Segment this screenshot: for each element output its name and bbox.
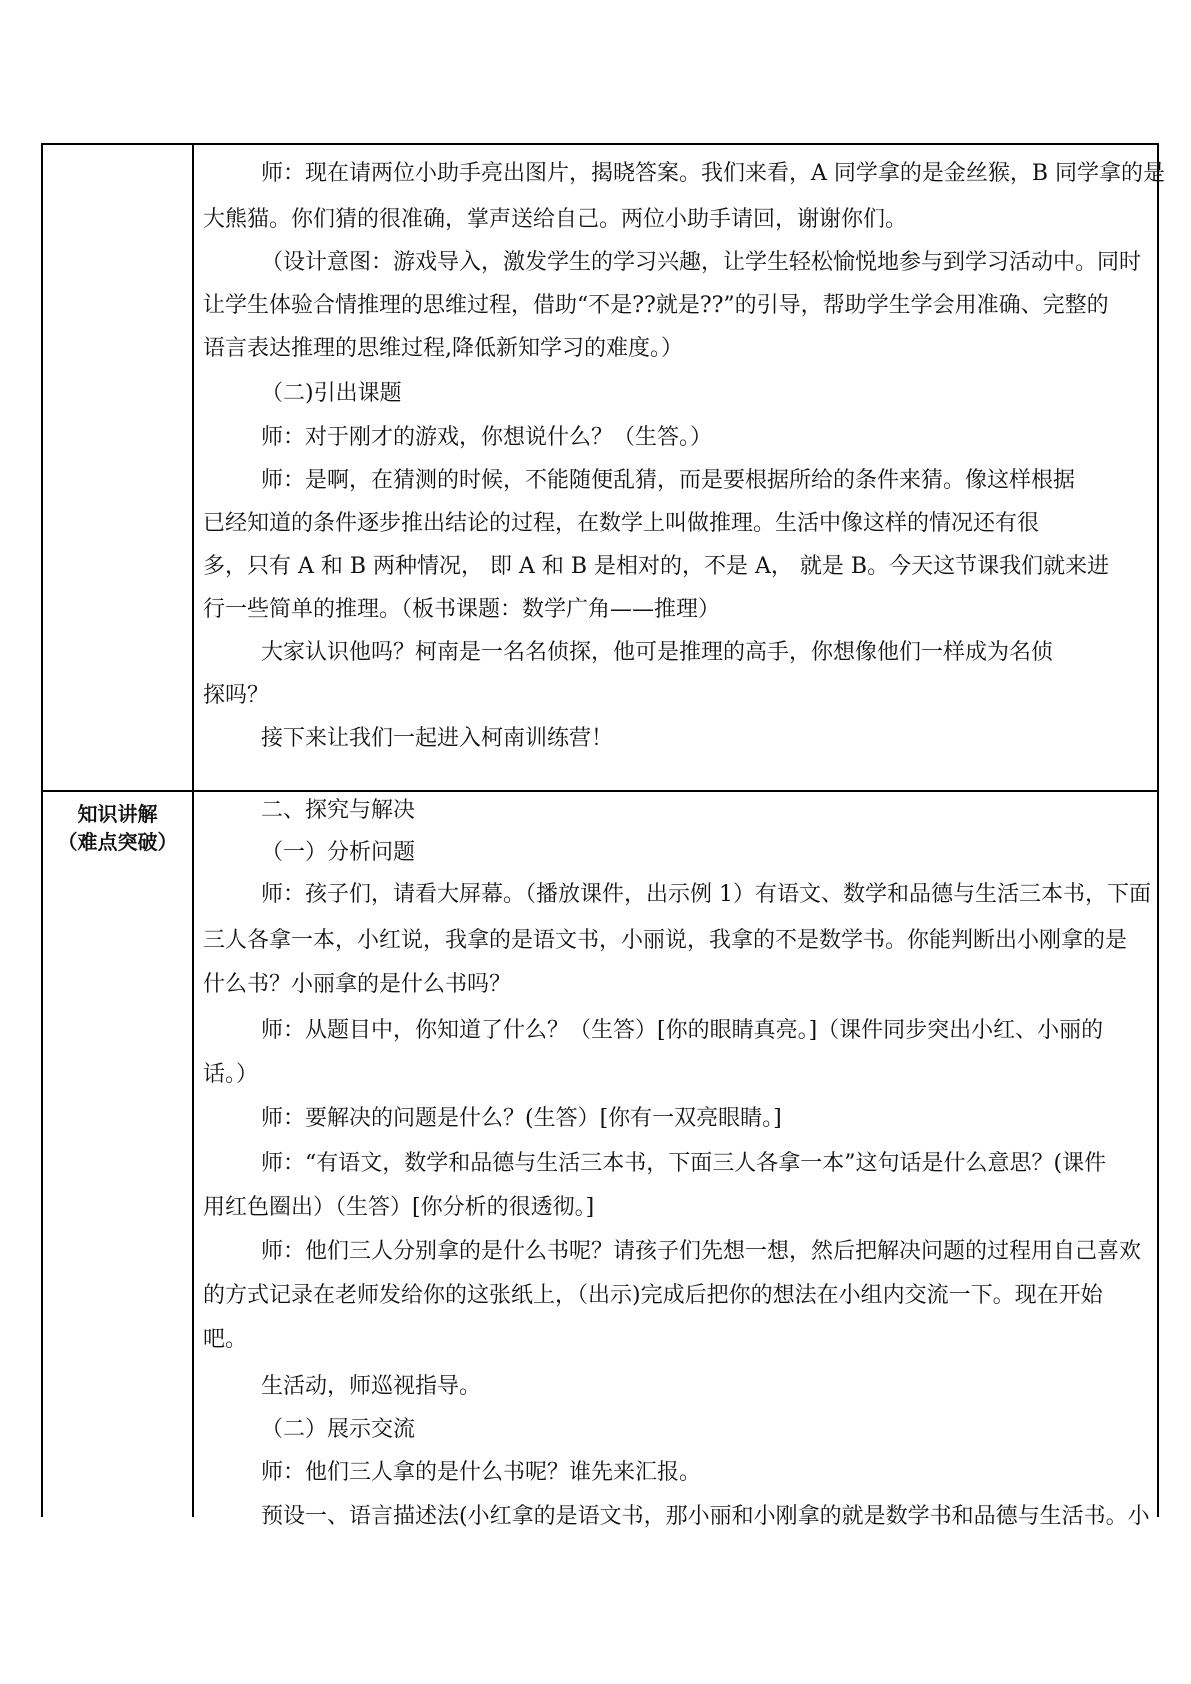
text-line: 探吗？ bbox=[203, 683, 270, 708]
text-line: 多，只有 A 和 B 两种情况， 即 A 和 B 是相对的，不是 A， 就是 B。今天这节课我们就来进 bbox=[203, 554, 1110, 579]
text-line: 用红色圈出）（生答）[你分析的很透彻。] bbox=[203, 1195, 595, 1220]
text-line: （设计意图：游戏导入，激发学生的学习兴趣，让学生轻松愉悦地参与到学习活动中。同时 bbox=[261, 250, 1142, 275]
text-line: 吧。 bbox=[203, 1327, 248, 1352]
text-line: 什么书？小丽拿的是什么书吗？ bbox=[203, 972, 512, 997]
text-line: 师：从题目中，你知道了什么？（生答）[你的眼睛真亮。]（课件同步突出小红、小丽的 bbox=[261, 1018, 1104, 1043]
text-line: 语言表达推理的思维过程,降低新知学习的难度。） bbox=[203, 336, 683, 361]
text-line: 大家认识他吗？柯南是一名名侦探，他可是推理的高手，你想像他们一样成为名侦 bbox=[261, 640, 1054, 665]
text-line: 话。） bbox=[203, 1062, 259, 1087]
column-divider bbox=[192, 143, 194, 1517]
text-line: 三人各拿一本，小红说，我拿的是语文书，小丽说，我拿的不是数学书。你能判断出小刚拿的是 bbox=[203, 928, 1128, 953]
text-line: （二）展示交流 bbox=[261, 1417, 416, 1442]
row-divider bbox=[41, 790, 1159, 792]
text-line: 师：现在请两位小助手亮出图片，揭晓答案。我们来看，A 同学拿的是金丝猴，B 同学拿的是 bbox=[261, 161, 1166, 186]
text-line: 师：孩子们，请看大屏幕。（播放课件，出示例 1）有语文、数学和品德与生活三本书，下面 bbox=[261, 882, 1151, 907]
text-line: 的方式记录在老师发给你的这张纸上，（出示)完成后把你的想法在小组内交流一下。现在开始 bbox=[203, 1283, 1103, 1308]
text-line: 生活动，师巡视指导。 bbox=[261, 1374, 482, 1399]
text-line: 行一些简单的推理。（板书课题：数学广角——推理） bbox=[203, 597, 721, 622]
text-line: 师：对于刚才的游戏，你想说什么？（生答。） bbox=[261, 425, 713, 450]
text-line: 接下来让我们一起进入柯南训练营！ bbox=[261, 726, 614, 751]
text-line: 让学生体验合情推理的思维过程，借助“不是??就是??”的引导，帮助学生学会用准确、完整的 bbox=[203, 293, 1109, 318]
section-label-line1: 知识讲解 bbox=[77, 802, 158, 826]
text-line: （二)引出课题 bbox=[261, 381, 402, 406]
text-line: 师：他们三人拿的是什么书呢？谁先来汇报。 bbox=[261, 1460, 702, 1485]
text-line: 二、探究与解决 bbox=[261, 798, 416, 823]
text-line: 师：要解决的问题是什么？(生答）[你有一双亮眼睛。] bbox=[261, 1106, 782, 1131]
text-line: 师：他们三人分别拿的是什么书呢？请孩子们先想一想，然后把解决问题的过程用自己喜欢 bbox=[261, 1239, 1142, 1264]
text-line: 师：“有语文，数学和品德与生活三本书，下面三人各拿一本”这句话是什么意思？(课件 bbox=[261, 1151, 1107, 1176]
text-line: 师：是啊，在猜测的时候，不能随便乱猜，而是要根据所给的条件来猜。像这样根据 bbox=[261, 468, 1076, 493]
text-line: 已经知道的条件逐步推出结论的过程，在数学上叫做推理。生活中像这样的情况还有很 bbox=[203, 511, 1040, 536]
section-label-line2: （难点突破） bbox=[57, 830, 178, 854]
text-line: 大熊猫。你们猜的很准确，掌声送给自己。两位小助手请回，谢谢你们。 bbox=[203, 207, 908, 232]
text-line: 预设一、语言描述法(小红拿的是语文书，那小丽和小刚拿的就是数学书和品德与生活书。小 bbox=[261, 1504, 1150, 1529]
text-line: （一）分析问题 bbox=[261, 840, 416, 865]
